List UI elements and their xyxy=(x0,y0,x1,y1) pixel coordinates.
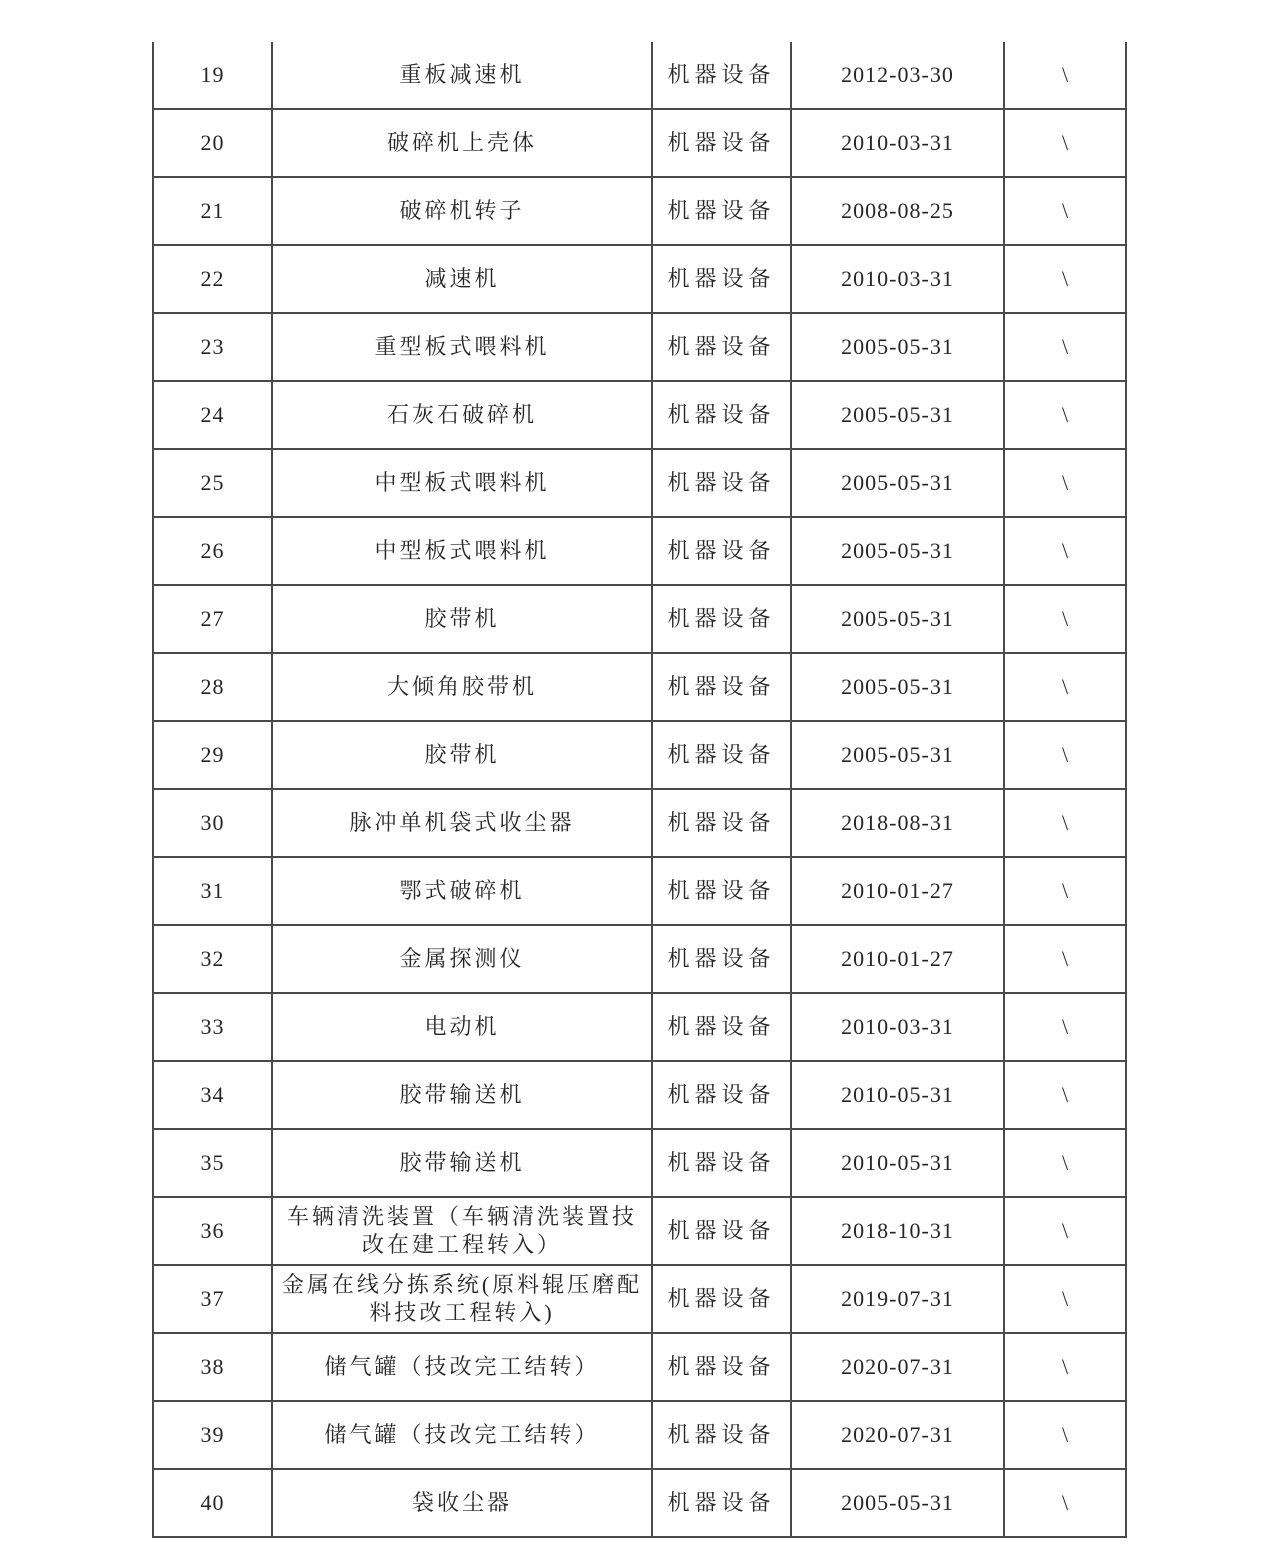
cell-note-slash: \ xyxy=(1061,945,1069,971)
cell-note-slash: \ xyxy=(1061,265,1069,291)
cell-asset-category: 机器设备 xyxy=(653,1470,792,1536)
cell-note-slash: \ xyxy=(1061,1489,1069,1515)
cell-row-number: 21 xyxy=(154,178,273,244)
cell-asset-category: 机器设备 xyxy=(653,1334,792,1400)
cell-asset-name: 中型板式喂料机 xyxy=(273,450,653,516)
cell-row-number: 33 xyxy=(154,994,273,1060)
cell-note-slash: \ xyxy=(1061,197,1069,223)
cell-note-slash: \ xyxy=(1061,809,1069,835)
table-row xyxy=(154,450,1125,518)
cell-note-slash: \ xyxy=(1061,1149,1069,1175)
cell-asset-category: 机器设备 xyxy=(653,450,792,516)
table-row xyxy=(154,1198,1125,1266)
cell-row-number: 27 xyxy=(154,586,273,652)
cell-asset-date: 2005-05-31 xyxy=(792,586,1005,652)
cell-asset-name: 胶带输送机 xyxy=(273,1062,653,1128)
cell-asset-category: 机器设备 xyxy=(653,654,792,720)
cell-row-number: 32 xyxy=(154,926,273,992)
cell-asset-date: 2010-05-31 xyxy=(792,1062,1005,1128)
cell-asset-date: 2010-03-31 xyxy=(792,246,1005,312)
cell-note-slash: \ xyxy=(1061,1217,1069,1243)
cell-asset-name: 大倾角胶带机 xyxy=(273,654,653,720)
table-row xyxy=(154,1334,1125,1402)
table-row xyxy=(154,858,1125,926)
cell-asset-name: 胶带机 xyxy=(273,586,653,652)
cell-row-number: 37 xyxy=(154,1266,273,1332)
cell-asset-category: 机器设备 xyxy=(653,586,792,652)
table-row xyxy=(154,1062,1125,1130)
cell-asset-name: 胶带机 xyxy=(273,722,653,788)
cell-asset-name: 储气罐（技改完工结转） xyxy=(273,1402,653,1468)
cell-note-slash: \ xyxy=(1061,469,1069,495)
cell-asset-category: 机器设备 xyxy=(653,790,792,856)
cell-asset-category: 机器设备 xyxy=(653,994,792,1060)
table-row xyxy=(154,110,1125,178)
cell-row-number: 40 xyxy=(154,1470,273,1536)
fixed-asset-table xyxy=(152,42,1127,1538)
cell-asset-category: 机器设备 xyxy=(653,926,792,992)
cell-asset-date: 2020-07-31 xyxy=(792,1334,1005,1400)
cell-note-slash: \ xyxy=(1061,741,1069,767)
cell-note-slash: \ xyxy=(1061,401,1069,427)
table-row xyxy=(154,1266,1125,1334)
cell-asset-name: 重型板式喂料机 xyxy=(273,314,653,380)
cell-asset-name: 石灰石破碎机 xyxy=(273,382,653,448)
cell-note-slash: \ xyxy=(1061,1013,1069,1039)
cell-asset-name: 车辆清洗装置（车辆清洗装置技改在建工程转入） xyxy=(273,1198,653,1264)
table-row xyxy=(154,1130,1125,1198)
cell-row-number: 34 xyxy=(154,1062,273,1128)
cell-asset-category: 机器设备 xyxy=(653,858,792,924)
cell-asset-category: 机器设备 xyxy=(653,1198,792,1264)
cell-asset-date: 2005-05-31 xyxy=(792,314,1005,380)
cell-row-number: 22 xyxy=(154,246,273,312)
cell-asset-date: 2018-08-31 xyxy=(792,790,1005,856)
cell-asset-category: 机器设备 xyxy=(653,1402,792,1468)
table-row xyxy=(154,518,1125,586)
cell-asset-date: 2005-05-31 xyxy=(792,382,1005,448)
cell-asset-date: 2010-01-27 xyxy=(792,926,1005,992)
cell-note-slash: \ xyxy=(1061,129,1069,155)
table-row xyxy=(154,382,1125,450)
cell-row-number: 35 xyxy=(154,1130,273,1196)
cell-row-number: 39 xyxy=(154,1402,273,1468)
cell-asset-category: 机器设备 xyxy=(653,42,792,108)
cell-asset-date: 2010-05-31 xyxy=(792,1130,1005,1196)
cell-asset-category: 机器设备 xyxy=(653,518,792,584)
cell-note-slash: \ xyxy=(1061,673,1069,699)
cell-note-slash: \ xyxy=(1061,605,1069,631)
cell-asset-date: 2005-05-31 xyxy=(792,518,1005,584)
table-row xyxy=(154,246,1125,314)
cell-row-number: 36 xyxy=(154,1198,273,1264)
cell-note-slash: \ xyxy=(1061,1285,1069,1311)
cell-row-number: 26 xyxy=(154,518,273,584)
table-row xyxy=(154,42,1125,110)
cell-asset-name: 袋收尘器 xyxy=(273,1470,653,1536)
cell-asset-date: 2018-10-31 xyxy=(792,1198,1005,1264)
cell-row-number: 38 xyxy=(154,1334,273,1400)
cell-asset-category: 机器设备 xyxy=(653,110,792,176)
cell-row-number: 20 xyxy=(154,110,273,176)
cell-asset-name: 金属探测仪 xyxy=(273,926,653,992)
cell-row-number: 28 xyxy=(154,654,273,720)
cell-asset-date: 2008-08-25 xyxy=(792,178,1005,244)
cell-asset-name: 破碎机上壳体 xyxy=(273,110,653,176)
cell-asset-category: 机器设备 xyxy=(653,1266,792,1332)
table-row xyxy=(154,1470,1125,1538)
cell-row-number: 23 xyxy=(154,314,273,380)
cell-asset-name: 中型板式喂料机 xyxy=(273,518,653,584)
cell-asset-date: 2010-01-27 xyxy=(792,858,1005,924)
cell-note-slash: \ xyxy=(1061,1421,1069,1447)
cell-asset-category: 机器设备 xyxy=(653,314,792,380)
cell-asset-date: 2010-03-31 xyxy=(792,110,1005,176)
cell-asset-category: 机器设备 xyxy=(653,178,792,244)
cell-asset-category: 机器设备 xyxy=(653,722,792,788)
table-row xyxy=(154,586,1125,654)
cell-asset-name: 电动机 xyxy=(273,994,653,1060)
cell-asset-name: 鄂式破碎机 xyxy=(273,858,653,924)
cell-asset-date: 2010-03-31 xyxy=(792,994,1005,1060)
table-row xyxy=(154,314,1125,382)
cell-note-slash: \ xyxy=(1061,1353,1069,1379)
cell-asset-name: 重板减速机 xyxy=(273,42,653,108)
cell-asset-name: 减速机 xyxy=(273,246,653,312)
cell-asset-date: 2005-05-31 xyxy=(792,450,1005,516)
cell-note-slash: \ xyxy=(1061,537,1069,563)
cell-asset-date: 2019-07-31 xyxy=(792,1266,1005,1332)
cell-asset-category: 机器设备 xyxy=(653,1130,792,1196)
cell-asset-name: 胶带输送机 xyxy=(273,1130,653,1196)
table-row xyxy=(154,790,1125,858)
cell-note-slash: \ xyxy=(1061,1081,1069,1107)
table-row xyxy=(154,994,1125,1062)
table-row xyxy=(154,178,1125,246)
table-row xyxy=(154,654,1125,722)
cell-asset-date: 2012-03-30 xyxy=(792,42,1005,108)
cell-asset-date: 2005-05-31 xyxy=(792,654,1005,720)
cell-asset-name: 储气罐（技改完工结转） xyxy=(273,1334,653,1400)
cell-asset-date: 2020-07-31 xyxy=(792,1402,1005,1468)
cell-asset-name: 金属在线分拣系统(原料辊压磨配料技改工程转入) xyxy=(273,1266,653,1332)
cell-row-number: 25 xyxy=(154,450,273,516)
table-row xyxy=(154,926,1125,994)
cell-asset-name: 破碎机转子 xyxy=(273,178,653,244)
cell-asset-date: 2005-05-31 xyxy=(792,1470,1005,1536)
cell-row-number: 29 xyxy=(154,722,273,788)
cell-row-number: 19 xyxy=(154,42,273,108)
cell-asset-category: 机器设备 xyxy=(653,246,792,312)
cell-note-slash: \ xyxy=(1061,61,1069,87)
cell-note-slash: \ xyxy=(1061,877,1069,903)
table-row xyxy=(154,1402,1125,1470)
cell-note-slash: \ xyxy=(1061,333,1069,359)
cell-asset-date: 2005-05-31 xyxy=(792,722,1005,788)
table-row xyxy=(154,722,1125,790)
cell-asset-name: 脉冲单机袋式收尘器 xyxy=(273,790,653,856)
cell-row-number: 24 xyxy=(154,382,273,448)
cell-row-number: 31 xyxy=(154,858,273,924)
cell-asset-category: 机器设备 xyxy=(653,1062,792,1128)
cell-asset-category: 机器设备 xyxy=(653,382,792,448)
cell-row-number: 30 xyxy=(154,790,273,856)
